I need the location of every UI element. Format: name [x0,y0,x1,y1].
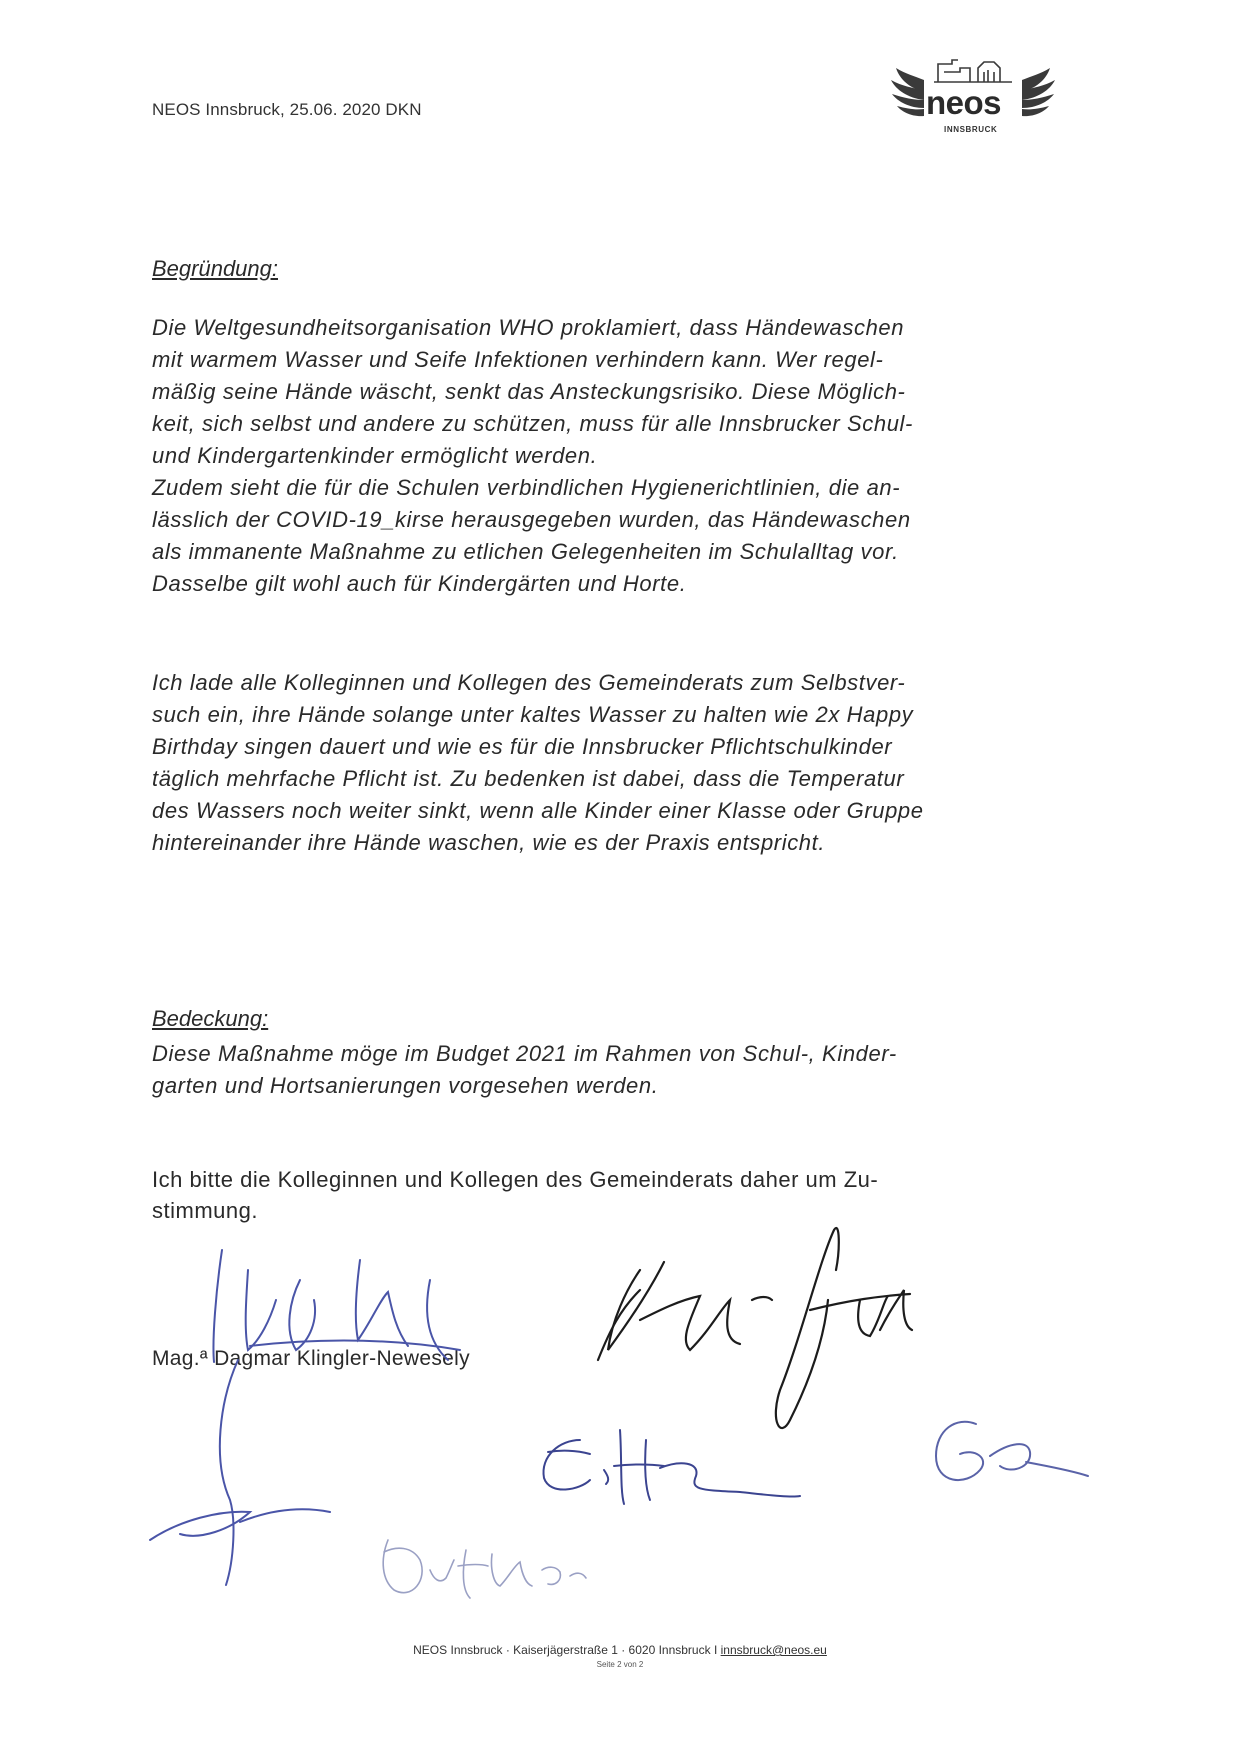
header-sender-line: NEOS Innsbruck, 25.06. 2020 DKN [152,100,422,119]
text-line: täglich mehrfache Pflicht ist. Zu bedenken ist dabei, dass die Temperatur [152,766,905,791]
footer-address [0,1643,1240,1657]
signer-name: Mag.ª Dagmar Klingler-Newesely [152,1347,470,1370]
text-line: Ich bitte die Kolleginnen und Kollegen des Gemeinderats daher um Zu- [152,1167,879,1192]
signature-blue-3 [936,1422,1088,1480]
text-line: Zudem sieht die für die Schulen verbindlichen Hygienerichtlinien, die an- [152,475,901,500]
signature-blue-1 [150,1250,460,1585]
signature-blue-2 [543,1430,800,1504]
text-line: Diese Maßnahme möge im Budget 2021 im Rahmen von Schul-, Kinder- [152,1041,897,1066]
text-line: Ich lade alle Kolleginnen und Kollegen des Gemeinderats zum Selbstver- [152,670,906,695]
bedeckung-paragraph [152,1038,1092,1102]
text-line: als immanente Maßnahme zu etlichen Gelegenheiten im Schulalltag vor. [152,539,899,564]
bedeckung-heading: Bedeckung: [152,1006,269,1031]
begruendung-paragraph-1 [152,312,1092,600]
begruendung-heading: Begründung: [152,256,278,281]
text-line: mit warmem Wasser und Seife Infektionen verhindern kann. Wer regel- [152,347,884,372]
logo-subtitle: INNSBRUCK [944,125,998,134]
footer-email-link[interactable]: innsbruck@neos.eu [720,1643,827,1657]
text-line: Die Weltgesundheitsorganisation WHO proklamiert, dass Händewaschen [152,315,905,340]
text-line: stimmung. [152,1198,258,1223]
text-line: und Kindergartenkinder ermöglicht werden. [152,443,598,468]
footer-address-text: NEOS Innsbruck · Kaiserjägerstraße 1 · 6020 Innsbruck I [413,1643,721,1657]
text-line: Dasselbe gilt wohl auch für Kindergärten und Horte. [152,571,687,596]
text-line: lässlich der COVID-19_kirse herausgegeben wurden, das Händewaschen [152,507,911,532]
logo-wordmark: neos [926,84,1002,121]
text-line: keit, sich selbst und andere zu schützen, muss für alle Innsbrucker Schul- [152,411,913,436]
neos-logo [888,52,1058,144]
begruendung-paragraph-2 [152,667,1092,859]
signature-faint [383,1540,586,1598]
page-number: Seite 2 von 2 [596,1660,644,1669]
signature-black [598,1228,912,1428]
text-line: mäßig seine Hände wäscht, senkt das Ansteckungsrisiko. Diese Möglich- [152,379,906,404]
text-line: garten und Hortsanierungen vorgesehen werden. [152,1073,659,1098]
text-line: Birthday singen dauert und wie es für die Innsbrucker Pflichtschulkinder [152,734,893,759]
text-line: hintereinander ihre Hände waschen, wie es der Praxis entspricht. [152,830,826,855]
text-line: des Wassers noch weiter sinkt, wenn alle Kinder einer Klasse oder Gruppe [152,798,924,823]
closing-paragraph [152,1164,1092,1226]
text-line: such ein, ihre Hände solange unter kaltes Wasser zu halten wie 2x Happy [152,702,914,727]
